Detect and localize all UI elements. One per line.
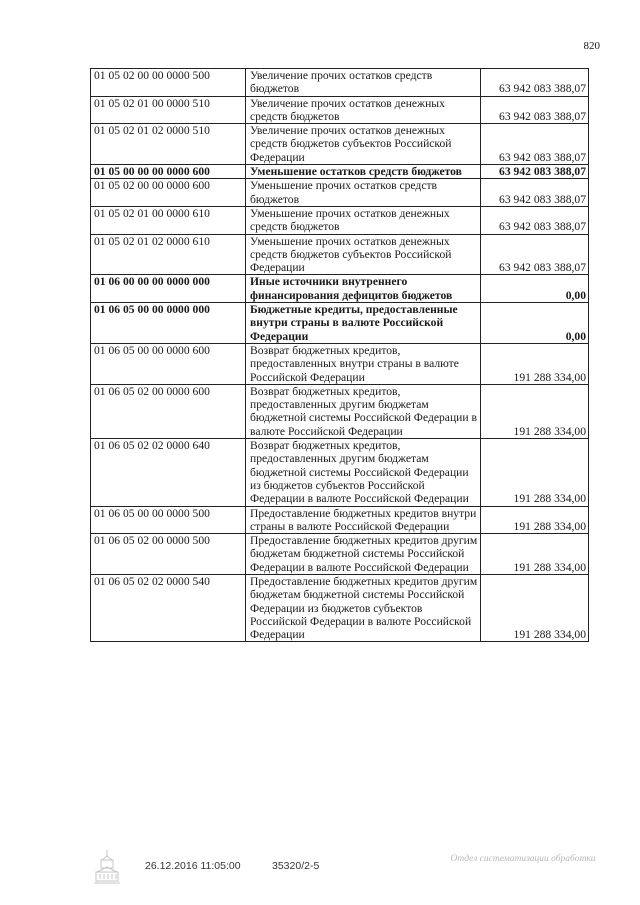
- row-name: Увеличение прочих остатков денежных средств бюджетов: [246, 96, 481, 124]
- table-row: [91, 343, 589, 384]
- table-row: [91, 206, 589, 234]
- footer-doc-code: 35320/2-5: [272, 860, 320, 872]
- table-body: [91, 69, 589, 642]
- row-code: 01 06 05 02 00 0000 600: [91, 384, 246, 438]
- row-code: 01 06 00 00 00 0000 000: [91, 275, 246, 303]
- row-sum: 191 288 334,00: [481, 506, 589, 534]
- row-sum: 0,00: [481, 275, 589, 303]
- row-name: Предоставление бюджетных кредитов другим бюджетам бюджетной системы Российской Федерации в валюте Российской Федерации: [246, 534, 481, 575]
- table-row: [91, 124, 589, 165]
- row-code: 01 06 05 00 00 0000 500: [91, 506, 246, 534]
- row-name: Иные источники внутреннего финансирования дефицитов бюджетов: [246, 275, 481, 303]
- row-code: 01 05 02 01 00 0000 610: [91, 206, 246, 234]
- row-name: Возврат бюджетных кредитов, предоставленных внутри страны в валюте Российской Федерации: [246, 343, 481, 384]
- row-name: Уменьшение прочих остатков денежных средств бюджетов субъектов Российской Федерации: [246, 234, 481, 275]
- row-code: 01 05 02 01 02 0000 510: [91, 124, 246, 165]
- row-sum: 63 942 083 388,07: [481, 124, 589, 165]
- row-code: 01 06 05 02 02 0000 640: [91, 439, 246, 506]
- building-emblem-icon: [93, 848, 121, 886]
- row-sum: 63 942 083 388,07: [481, 206, 589, 234]
- row-code: 01 05 02 00 00 0000 600: [91, 179, 246, 207]
- table-row: [91, 165, 589, 179]
- table-row: [91, 574, 589, 641]
- row-name: Увеличение прочих остатков средств бюджетов: [246, 69, 481, 97]
- row-name: Бюджетные кредиты, предоставленные внутри страны в валюте Российской Федерации: [246, 303, 481, 344]
- footer-timestamp: 26.12.2016 11:05:00: [145, 860, 241, 872]
- page-number: 820: [583, 40, 600, 52]
- table-row: [91, 534, 589, 575]
- stamp-text: Отдел систематизации обработки: [450, 854, 596, 864]
- table-row: [91, 96, 589, 124]
- table-row: [91, 69, 589, 97]
- row-sum: 191 288 334,00: [481, 439, 589, 506]
- row-code: 01 06 05 02 02 0000 540: [91, 574, 246, 641]
- table-row: [91, 439, 589, 506]
- row-sum: 63 942 083 388,07: [481, 179, 589, 207]
- table-row: [91, 303, 589, 344]
- row-code: 01 06 05 02 00 0000 500: [91, 534, 246, 575]
- row-sum: 191 288 334,00: [481, 343, 589, 384]
- table-row: [91, 179, 589, 207]
- row-code: 01 05 02 00 00 0000 500: [91, 69, 246, 97]
- row-name: Уменьшение прочих остатков средств бюджетов: [246, 179, 481, 207]
- row-name: Уменьшение прочих остатков денежных средств бюджетов: [246, 206, 481, 234]
- row-code: 01 05 02 01 02 0000 610: [91, 234, 246, 275]
- table-row: [91, 506, 589, 534]
- row-sum: 0,00: [481, 303, 589, 344]
- table-row: [91, 275, 589, 303]
- row-sum: 191 288 334,00: [481, 534, 589, 575]
- row-sum: 191 288 334,00: [481, 574, 589, 641]
- row-name: Возврат бюджетных кредитов, предоставленных другим бюджетам бюджетной системы Российской Федерации в валюте Российской Федерации: [246, 384, 481, 438]
- row-sum: 191 288 334,00: [481, 384, 589, 438]
- row-sum: 63 942 083 388,07: [481, 165, 589, 179]
- row-code: 01 05 00 00 00 0000 600: [91, 165, 246, 179]
- table-row: [91, 234, 589, 275]
- row-code: 01 06 05 00 00 0000 600: [91, 343, 246, 384]
- table-row: [91, 384, 589, 438]
- row-sum: 63 942 083 388,07: [481, 234, 589, 275]
- row-code: 01 06 05 00 00 0000 000: [91, 303, 246, 344]
- row-sum: 63 942 083 388,07: [481, 69, 589, 97]
- row-name: Предоставление бюджетных кредитов внутри страны в валюте Российской Федерации: [246, 506, 481, 534]
- row-name: Увеличение прочих остатков денежных средств бюджетов субъектов Российской Федерации: [246, 124, 481, 165]
- budget-sources-table: [90, 68, 589, 642]
- row-sum: 63 942 083 388,07: [481, 96, 589, 124]
- row-name: Предоставление бюджетных кредитов другим бюджетам бюджетной системы Российской Федерации из бюджетов субъектов Российской Федерации в валюте Российской Федерации: [246, 574, 481, 641]
- row-name: Возврат бюджетных кредитов, предоставленных другим бюджетам бюджетной системы Российской Федерации из бюджетов субъектов Российской Федерации в валюте Российской Федерации: [246, 439, 481, 506]
- row-name: Уменьшение остатков средств бюджетов: [246, 165, 481, 179]
- row-code: 01 05 02 01 00 0000 510: [91, 96, 246, 124]
